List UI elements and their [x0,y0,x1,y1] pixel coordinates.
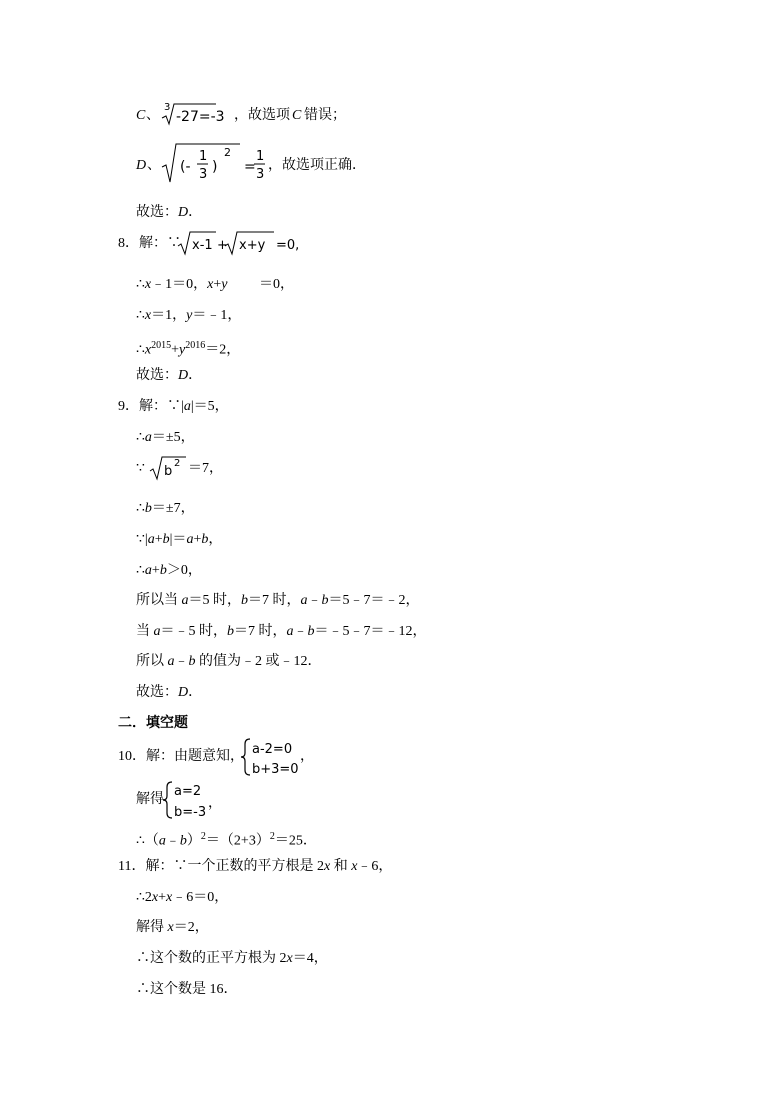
option-d-svg [136,140,366,186]
step-9-1: ∴a＝±5， [136,430,195,445]
svg-text:b+3=0: b+3=0 [252,762,299,777]
step-9-5: ∴a+b＞0， [136,563,202,578]
svg-text:=: = [244,159,256,175]
step-11-2: 解得 x＝2， [136,920,209,935]
step-10-1-svg [136,779,226,821]
svg-text:C: C [292,108,302,123]
section-title: 二．填空题 [118,715,188,731]
svg-text:x-1: x-1 [192,238,213,253]
step-11-3: ∴这个数的正平方根为 2x＝4， [136,951,328,966]
step-10-1 [136,779,226,821]
svg-text:a-2=0: a-2=0 [252,742,293,757]
step-9-3: ∴b＝±7， [136,501,195,516]
svg-text:解得: 解得 [136,792,164,807]
answer-8: 故选：D． [136,368,203,383]
problem-10-svg [118,736,318,778]
answer-7: 故选：D． [136,205,203,220]
problem-11-line: 11．解：∵一个正数的平方根是 2x 和 x﹣6， [118,859,393,874]
svg-text:、: 、 [147,158,161,173]
svg-text:C: C [136,108,146,123]
svg-text:＝7，: ＝7， [188,461,223,476]
step-9-6: 所以当 a＝5 时，b＝7 时，a﹣b＝5﹣7＝﹣2， [136,593,420,608]
answer-9: 故选：D． [136,685,203,700]
svg-text:1: 1 [256,149,265,164]
svg-text:1: 1 [199,149,208,164]
svg-text:，故选项正确．: ，故选项正确． [268,158,366,173]
option-c-svg [136,100,346,130]
svg-text:，: ， [208,796,222,811]
step-8-1: ∴x﹣1＝0，x+y ＝0， [136,277,294,292]
svg-text:3: 3 [164,102,171,113]
svg-text:2: 2 [224,146,231,159]
step-9-8: 所以 a﹣b 的值为﹣2 或﹣12． [136,654,322,669]
svg-text:b=-3: b=-3 [174,805,207,820]
svg-text:2: 2 [174,458,181,469]
svg-text:3: 3 [256,167,265,182]
step-10-2: $\therefore(a﹣b)^2=(2+3)^2=25$． [136,831,317,849]
option-c-line [136,100,346,130]
svg-text:-27=-3: -27=-3 [176,109,225,125]
svg-text:错误；: 错误； [304,108,346,123]
step-9-7: 当 a＝﹣5 时，b＝7 时，a﹣b＝﹣5﹣7＝﹣12， [136,624,427,639]
problem-8-line [118,228,318,258]
problem-10-line [118,736,318,778]
svg-text:=0,: =0, [276,238,300,253]
svg-text:，: ， [300,749,314,764]
problem-8-svg [118,228,318,258]
svg-text:3: 3 [199,167,208,182]
svg-text:(-: (- [180,159,191,175]
svg-text:、: 、 [146,108,160,123]
svg-text:8．解：∵: 8．解：∵ [118,236,181,251]
svg-text:∵: ∵ [136,461,145,476]
svg-text:D: D [136,158,147,173]
step-8-3: $\therefore x^{2015}+y^{2016}=2$， [136,340,241,358]
step-9-4: ∵|a+b|＝a+b， [136,532,223,547]
svg-text:，故选项: ，故选项 [234,108,290,123]
svg-text:+: + [217,238,228,253]
svg-text:b: b [164,464,173,479]
option-d-line [136,140,366,186]
svg-text:10．解：由题意知，: 10．解：由题意知， [118,749,244,764]
step-9-2 [136,453,246,483]
step-11-1: ∴2x+x﹣6＝0， [136,890,229,905]
step-11-4: ∴这个数是 16． [136,982,238,997]
svg-text:): ) [212,159,218,175]
step-9-2-svg [136,453,246,483]
problem-9-line: 9．解：∵|a|＝5， [118,399,229,414]
svg-text:a=2: a=2 [174,784,202,799]
svg-text:x+y: x+y [239,238,266,253]
step-8-2: ∴x＝1，y＝﹣1， [136,308,242,323]
